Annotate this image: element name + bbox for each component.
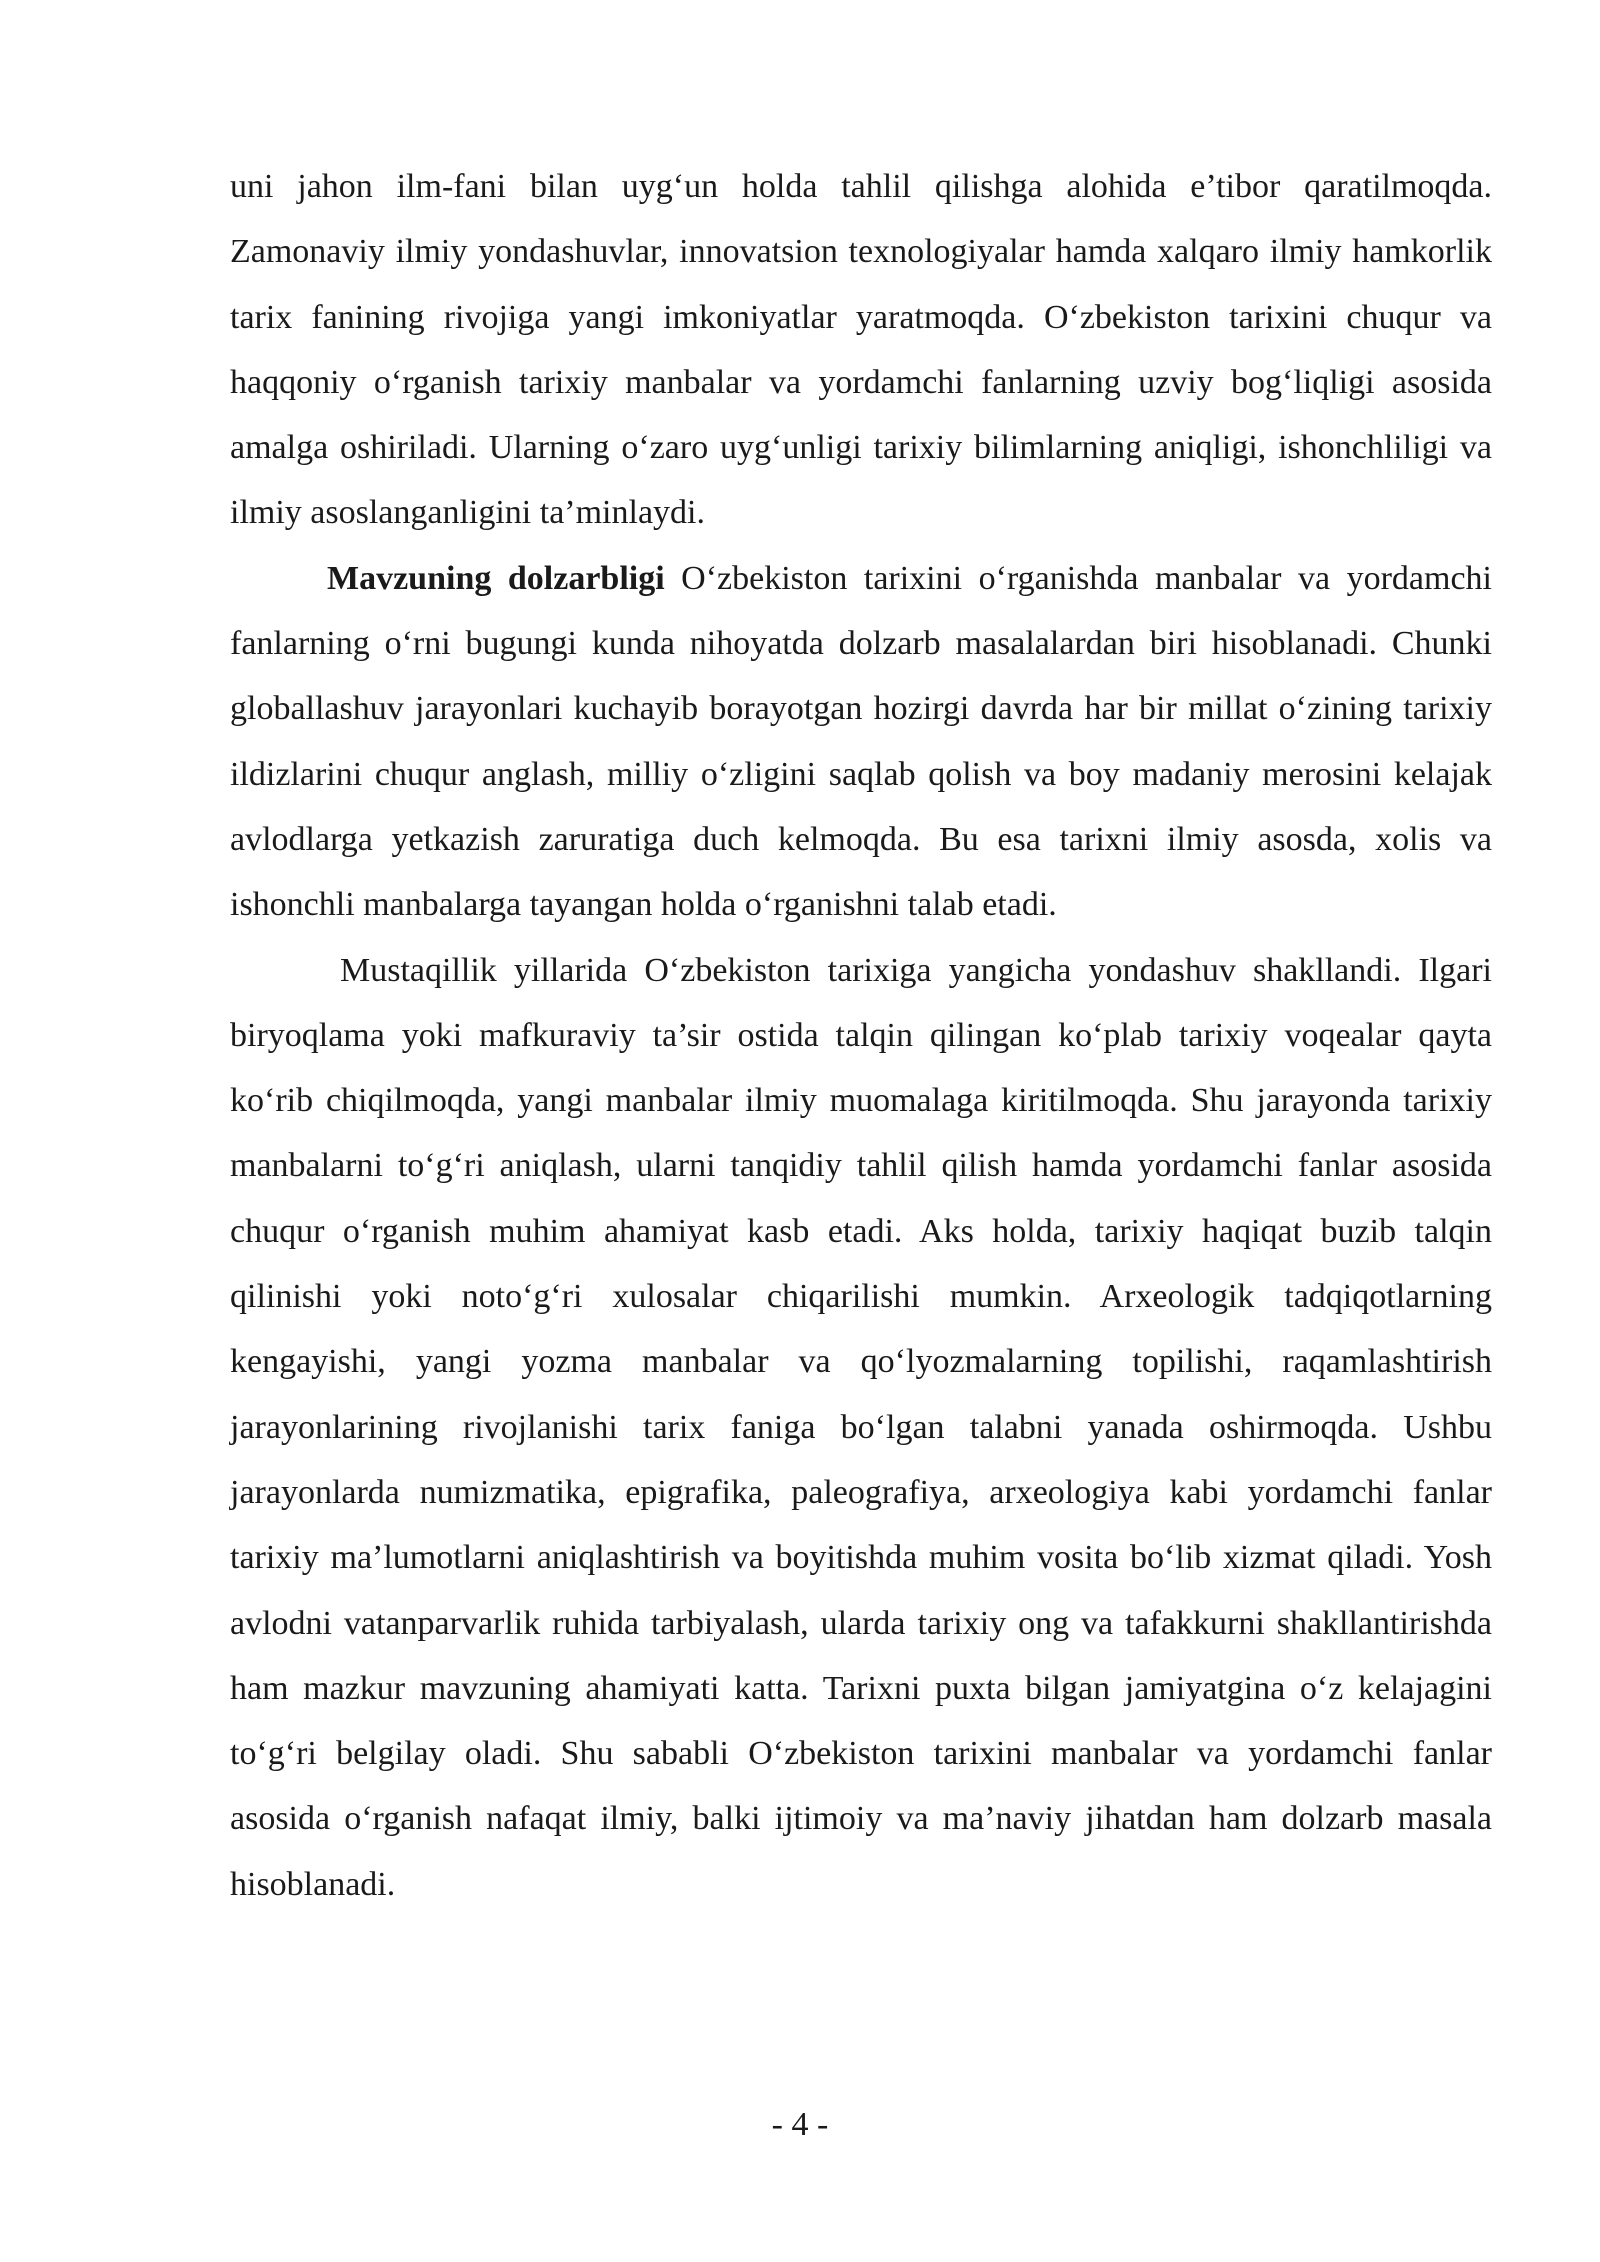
paragraph-topic-relevance bbox=[230, 546, 1492, 938]
body-text bbox=[230, 154, 1492, 1917]
paragraph-continuation: uni jahon ilm-fani bilan uyg‘un holda tahlil qilishga alohida e’tibor qaratilmoqda. Zamonaviy ilmiy yondashuvlar, innovatsion texnologiyalar hamda xalqaro ilmiy hamkorlik tarix fanining rivojiga yangi imkoniyatlar yaratmoqda. O‘zbekiston tarixini chuqur va haqqoniy o‘rganish tarixiy manbalar va yordamchi fanlarning uzviy bog‘liqligi asosida amalga oshiriladi. Ularning o‘zaro uyg‘unligi tarixiy bilimlarning aniqligi, ishonchliligi va ilmiy asoslanganligini ta’minlaydi. bbox=[230, 168, 1492, 532]
topic-relevance-text: O‘zbekiston tarixini o‘rganishda manbalar va yordamchi fanlarning o‘rni bugungi kunda nihoyatda dolzarb masalalardan biri hisoblanadi. Chunki globallashuv jarayonlari kuchayib borayotgan hozirgi davrda har bir millat o‘zining tarixiy ildizlarini chuqur anglash, milliy o‘zligini saqlab qolish va boy madaniy merosini kelajak avlodlarga yetkazish zaruratiga duch kelmoqda. Bu esa tarixni ilmiy asosda, xolis va ishonchli manbalarga tayangan holda o‘rganishni talab etadi. bbox=[230, 559, 1492, 924]
topic-relevance-heading: Mavzuning dolzarbligi bbox=[327, 559, 665, 597]
page-number: - 4 - bbox=[771, 2106, 829, 2143]
paragraph-independence-years: Mustaqillik yillarida O‘zbekiston tarixiga yangicha yondashuv shakllandi. Ilgari biryoqlama yoki mafkuraviy ta’sir ostida talqin qilingan ko‘plab tarixiy voqealar qayta ko‘rib chiqilmoqda, yangi manbalar ilmiy muomalaga kiritilmoqda. Shu jarayonda tarixiy manbalarni to‘g‘ri aniqlash, ularni tanqidiy tahlil qilish hamda yordamchi fanlar asosida chuqur o‘rganish muhim ahamiyat kasb etadi. Aks holda, tarixiy haqiqat buzib talqin qilinishi yoki noto‘g‘ri xulosalar chiqarilishi mumkin. Arxeologik tadqiqotlarning kengayishi, yangi yozma manbalar va qo‘lyozmalarning topilishi, raqamlashtirish jarayonlarining rivojlanishi tarix faniga bo‘lgan talabni yanada oshirmoqda. Ushbu jarayonlarda numizmatika, epigrafika, paleografiya, arxeologiya kabi yordamchi fanlar tarixiy ma’lumotlarni aniqlashtirish va boyitishda muhim vosita bo‘lib xizmat qiladi. Yosh avlodni vatanparvarlik ruhida tarbiyalash, ularda tarixiy ong va tafakkurni shakllantirishda ham mazkur mavzuning ahamiyati katta. Tarixni puxta bilgan jamiyatgina o‘z kelajagini to‘g‘ri belgilay oladi. Shu sababli O‘zbekiston tarixini manbalar va yordamchi fanlar asosida o‘rganish nafaqat ilmiy, balki ijtimoiy va ma’naviy jihatdan ham dolzarb masala hisoblanadi. bbox=[230, 951, 1492, 1903]
